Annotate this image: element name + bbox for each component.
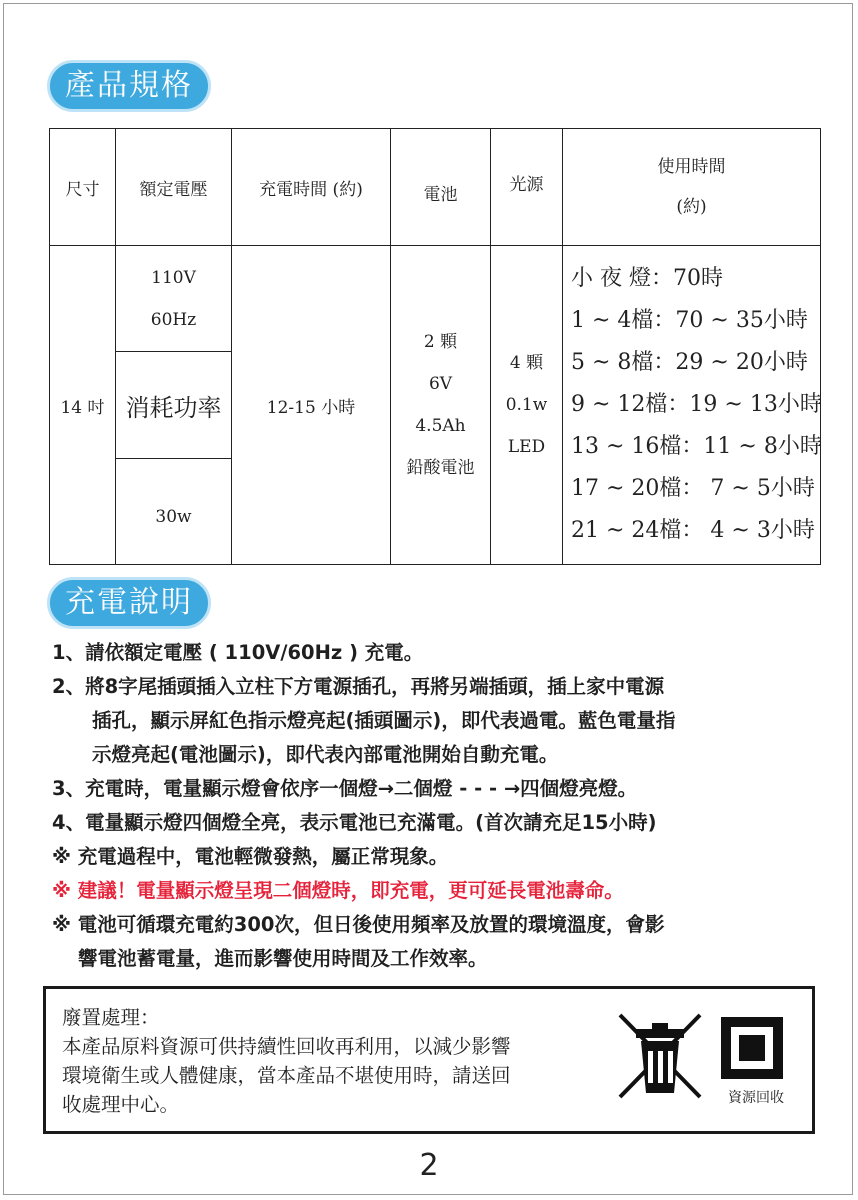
voltage-line1: 110V xyxy=(151,267,196,288)
specs-section-title: 產品規格 xyxy=(47,60,211,112)
usage-line: 21 ~ 24檔： 4 ~ 3小時 xyxy=(571,518,815,543)
usage-line: 1 ~ 4檔：70 ~ 35小時 xyxy=(571,308,808,333)
charge-time-value: 12-15 小時 xyxy=(232,246,391,565)
usage-line: 5 ~ 8檔：29 ~ 20小時 xyxy=(571,350,808,375)
usage-time-value xyxy=(563,246,821,565)
spec-table-header-row xyxy=(50,129,821,246)
light-source-line: 0.1w xyxy=(505,395,548,415)
instruction-2a: 2、將8字尾插頭插入立柱下方電源插孔，再將另端插頭，插上家中電源 xyxy=(52,675,665,698)
disposal-text xyxy=(62,1003,602,1119)
battery-line: 6V xyxy=(428,374,453,394)
header-light-source: 光源 xyxy=(491,129,563,246)
power-label: 消耗功率 xyxy=(116,352,232,459)
disposal-line-1: 本產品原料資源可供持續性回收再利用，以減少影響 xyxy=(62,1035,511,1058)
note-3b: 響電池蓄電量，進而影響使用時間及工作效率。 xyxy=(78,947,488,970)
voltage-line2: 60Hz xyxy=(150,309,197,330)
recycle-label: 資源回收 xyxy=(728,1090,784,1106)
charge-section-title: 充電說明 xyxy=(47,577,211,629)
usage-line: 小 夜 燈：70時 xyxy=(571,266,723,291)
battery-line: 鉛酸電池 xyxy=(406,458,475,478)
header-usage-time xyxy=(563,129,821,246)
battery-line: 4.5Ah xyxy=(415,416,466,436)
header-voltage: 額定電壓 xyxy=(116,129,232,246)
voltage-value xyxy=(116,246,232,352)
header-usage-time-line2: (約) xyxy=(676,197,707,217)
recycle-icon xyxy=(717,1013,787,1083)
light-source-line: 4 顆 xyxy=(509,353,544,373)
header-usage-time-line1: 使用時間 xyxy=(657,157,726,177)
disposal-line-2: 環境衛生或人體健康，當本產品不堪使用時，請送回 xyxy=(62,1064,511,1087)
instruction-4: 4、電量顯示燈四個燈全亮，表示電池已充滿電。(首次請充足15小時) xyxy=(52,811,657,834)
spec-table xyxy=(49,128,821,565)
header-charge-time: 充電時間 (約) xyxy=(232,129,391,246)
header-battery: 電池 xyxy=(391,129,491,246)
battery-line: 2 顆 xyxy=(423,332,458,352)
usage-line: 9 ~ 12檔：19 ~ 13小時 xyxy=(571,392,822,417)
light-source-line: LED xyxy=(507,437,546,457)
light-source-value xyxy=(491,246,563,565)
crossed-out-bin-icon xyxy=(614,1009,706,1103)
battery-value xyxy=(391,246,491,565)
instruction-1: 1、請依額定電壓 ( 110V/60Hz ) 充電。 xyxy=(52,641,424,664)
header-size: 尺寸 xyxy=(50,129,116,246)
disposal-line-3: 收處理中心。 xyxy=(62,1093,180,1116)
size-value: 14 吋 xyxy=(50,246,116,565)
instruction-3: 3、充電時，電量顯示燈會依序一個燈→二個燈 - - - →四個燈亮燈。 xyxy=(52,777,638,800)
usage-line: 17 ~ 20檔： 7 ~ 5小時 xyxy=(571,476,815,501)
page-number: 2 xyxy=(419,1148,439,1183)
note-1: ※ 充電過程中，電池輕微發熱，屬正常現象。 xyxy=(52,845,449,868)
usage-line: 13 ~ 16檔：11 ~ 8小時 xyxy=(571,434,822,459)
note-3a: ※ 電池可循環充電約300次，但日後使用頻率及放置的環境溫度，會影 xyxy=(52,913,665,936)
charging-instructions xyxy=(52,636,812,976)
note-2-warning: ※ 建議！電量顯示燈呈現二個燈時，即充電，更可延長電池壽命。 xyxy=(52,879,624,902)
instruction-2c: 示燈亮起(電池圖示)，即代表內部電池開始自動充電。 xyxy=(92,743,559,766)
disposal-title: 廢置處理： xyxy=(62,1006,160,1029)
power-value: 30w xyxy=(116,459,232,565)
instruction-2b: 插孔，顯示屏紅色指示燈亮起(插頭圖示)，即代表過電。藍色電量指 xyxy=(92,709,676,732)
disposal-box xyxy=(43,986,815,1134)
